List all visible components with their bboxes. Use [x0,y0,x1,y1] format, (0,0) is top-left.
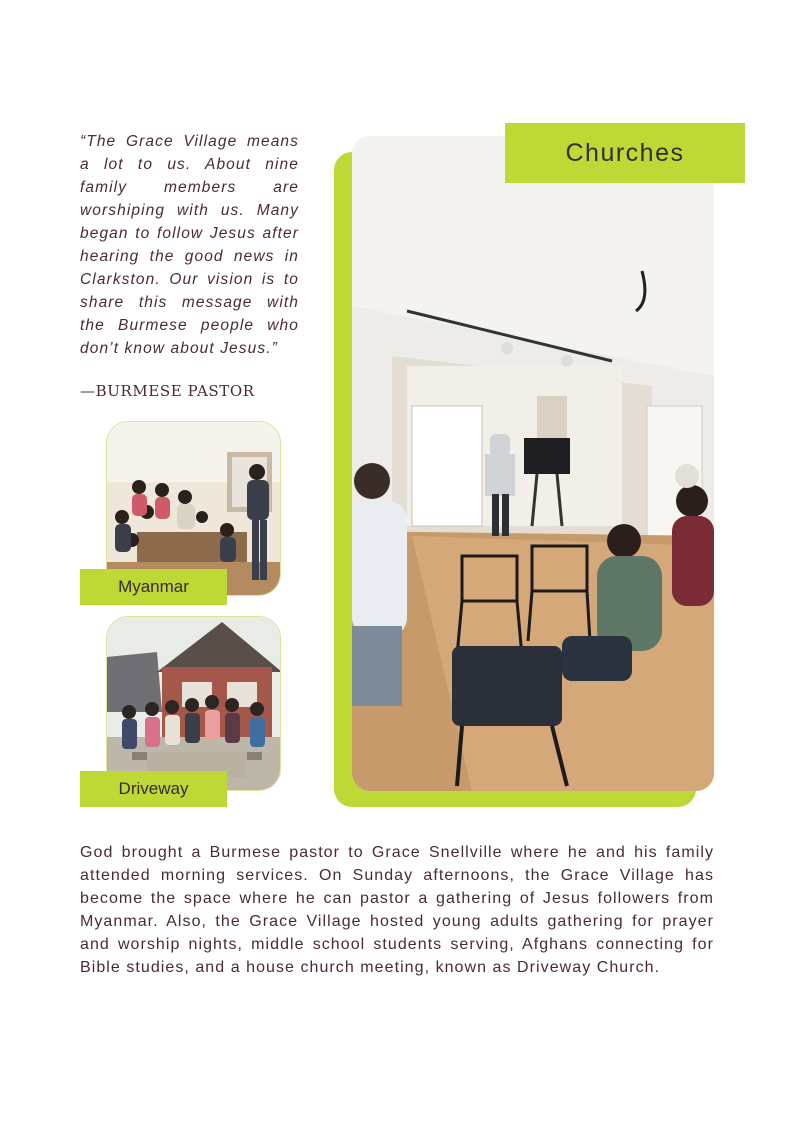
quote-attribution: —BURMESE PASTOR [80,382,255,400]
body-paragraph: God brought a Burmese pastor to Grace Snellville where he and his family attended morning services. On Sunday afternoons, the Grace Village has become the space where he can pastor a gathering of Jesus followers from Myanmar. Also, the Grace Village hosted young adults gathering for prayer and worship nights, middle school students serving, Afghans connecting for Bible studies, and a house church meeting, known as Driveway Church. [80,844,714,976]
driveway-group-photo [106,616,281,791]
pastor-quote: “The Grace Village means a lot to us. About nine family members are worshiping with us. Many began to follow Jesus after hearing the good news in Clarkston. Our vision is to share this message with the Burmese people who don’t know about Jesus.” [80,133,299,357]
main-photo-worship-room [352,136,714,791]
section-tag-churches: Churches [505,123,745,183]
driveway-label: Driveway [80,771,227,807]
myanmar-label: Myanmar [80,569,227,605]
